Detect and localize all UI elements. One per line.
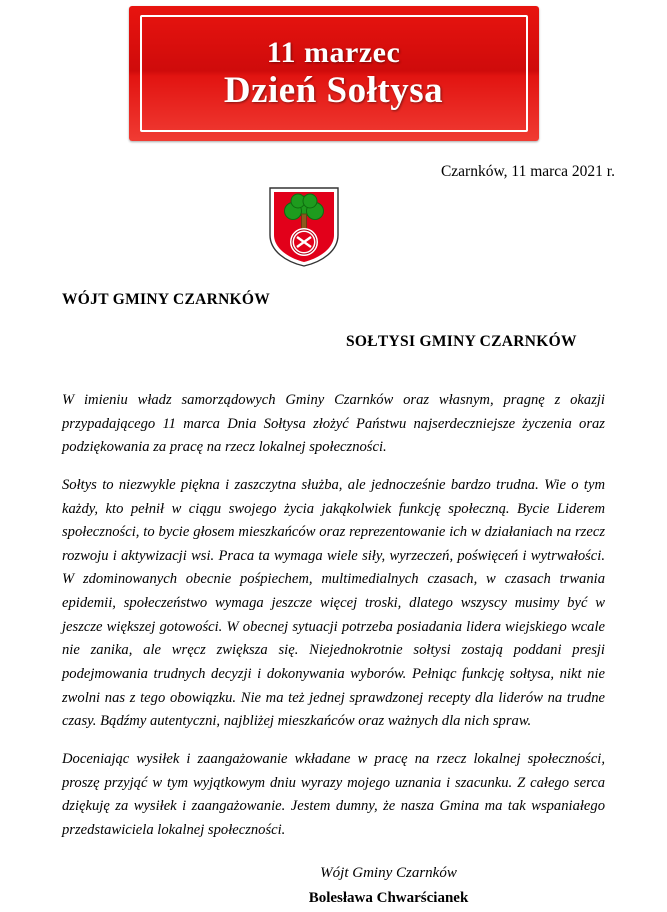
banner-date: 11 marzec bbox=[266, 35, 401, 69]
signature-name: Bolesława Chwarścianek bbox=[308, 890, 469, 907]
date-line: Czarnków, 11 marca 2021 r. bbox=[440, 163, 615, 180]
banner-container bbox=[0, 0, 667, 141]
letter-body bbox=[0, 389, 667, 843]
paragraph-2: Sołtys to niezwykle piękna i zaszczytna służba, ale jednocześnie bardzo trudna. Wie o tym każdy, kto pełnił w ciągu swojego życia jakąkolwiek funkcję społeczną. Bycie Liderem społeczności, to bycie głosem mieszkańców oraz reprezentowanie ich w działaniach na rzecz rozwoju i aktywizacji wsi. Praca ta wymaga wiele siły, wyrzeczeń, poświęceń i wytrwałości. W zdominowanych obecnie pośpiechem, multimedialnych czasach, w czasach trwania epidemii, społeczeństwo wymaga jeszcze więcej troski, dlatego wszyscy musimy być w jeszcze większej gotowości. W obecnej sytuacji potrzeba posiadania lidera wiejskiego wcale nie zanika, ale wręcz zwiększa się. Niejednokrotnie sołtysi zostają poddani presji podejmowania trudnych decyzji i dokonywania wyborów. Pełniąc funkcję sołtysa, nikt nie zwolni nas z tego obowiązku. Nie ma też jednej sprawdzonej recepty dla liderów na trudne czasy. Bądźmy autentyczni, najbliżej mieszkańców oraz ważnych dla nich spraw. bbox=[62, 476, 605, 730]
paragraph-3: Doceniając wysiłek i zaangażowanie wkładane w pracę na rzecz lokalnej społeczności, proszę przyjąć w tym wyjątkowym dniu wyrazy mojego uznania i szacunku. Z całego serca dziękuję za wysiłek i zaangażowanie. Jestem dumny, że nasza Gmina ma tak wspaniałego przedstawiciela lokalnej społeczności. bbox=[62, 750, 605, 838]
sender-title: WÓJT GMINY CZARNKÓW bbox=[62, 291, 271, 308]
signature-block bbox=[0, 861, 667, 912]
coat-of-arms-icon bbox=[267, 185, 341, 269]
recipient-title: SOŁTYSI GMINY CZARNKÓW bbox=[346, 333, 577, 350]
crest-container bbox=[0, 185, 667, 269]
banner-text-block bbox=[224, 36, 443, 111]
holiday-banner bbox=[129, 6, 539, 141]
banner-title: Dzień Sołtysa bbox=[223, 69, 444, 111]
signature-role: Wójt Gminy Czarnków bbox=[320, 864, 457, 881]
paragraph-1: W imieniu władz samorządowych Gminy Czarnków oraz własnym, pragnę z okazji przypadającego 11 marca Dnia Sołtysa złożyć Państwu najserdeczniejsze życzenia oraz podziękowania za pracę na rzecz lokalnej społeczności. bbox=[62, 392, 605, 456]
